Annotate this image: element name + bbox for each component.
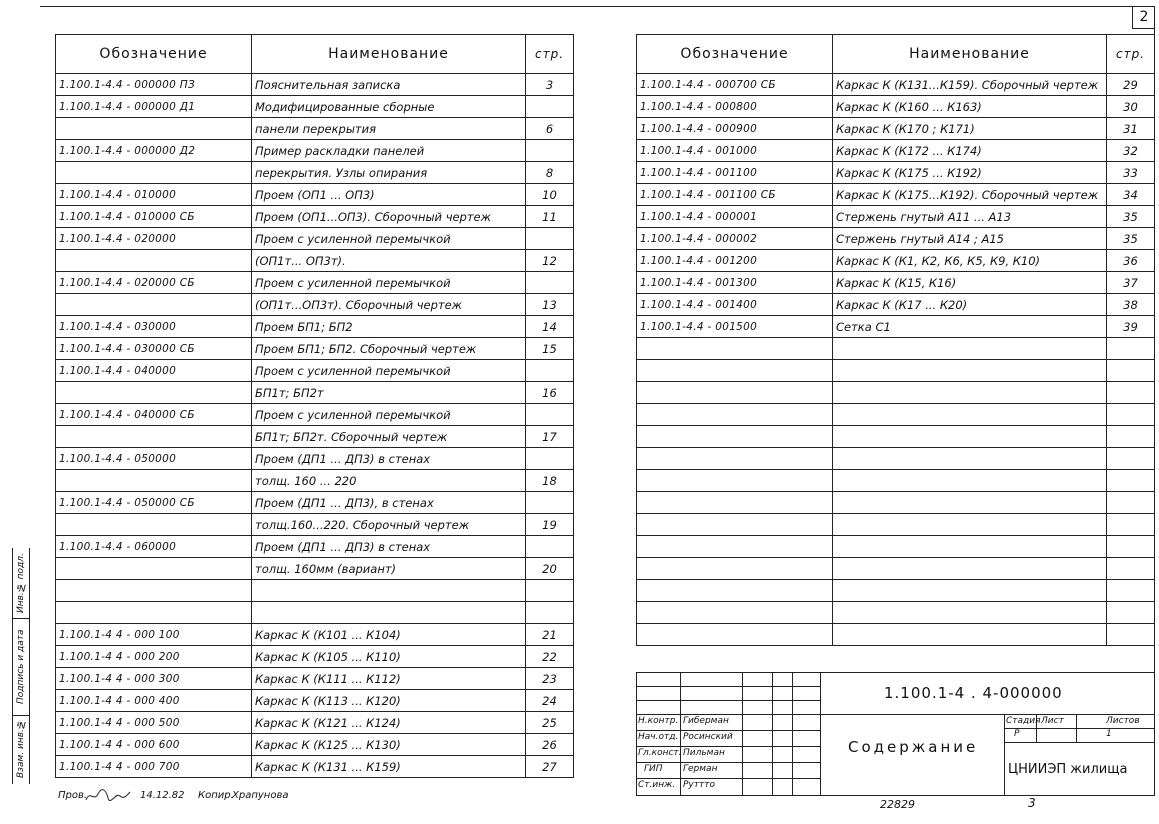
register-row: [56, 272, 574, 294]
row-name: Каркас К (К131 ... К159): [252, 756, 526, 778]
row-page: 23: [526, 668, 574, 690]
row-name: [833, 536, 1107, 558]
row-name: (ОП1т... ОП3т).: [252, 250, 526, 272]
register-row: [56, 734, 574, 756]
row-name: Модифицированные сборные: [252, 96, 526, 118]
row-name: Каркас К (К170 ; К171): [833, 118, 1107, 140]
row-designation: [56, 382, 252, 404]
row-page: 31: [1107, 118, 1155, 140]
role-2: Нач.отд.: [638, 732, 679, 742]
register-row: [637, 294, 1155, 316]
row-page: 36: [1107, 250, 1155, 272]
row-name: [833, 382, 1107, 404]
row-name: БП1т; БП2т: [252, 382, 526, 404]
row-page: 34: [1107, 184, 1155, 206]
register-row: [637, 514, 1155, 536]
row-page: [1107, 492, 1155, 514]
register-row: [637, 602, 1155, 624]
register-row: [56, 756, 574, 778]
footer-number: 22829: [880, 798, 915, 811]
row-designation: 1.100.1-4.4 - 000000 Д2: [56, 140, 252, 162]
row-designation: 1.100.1-4.4 - 001300: [637, 272, 833, 294]
row-page: 6: [526, 118, 574, 140]
register-row: [56, 668, 574, 690]
row-designation: 1.100.1-4 4 - 000 400: [56, 690, 252, 712]
row-page: 30: [1107, 96, 1155, 118]
row-page: 19: [526, 514, 574, 536]
register-row: [56, 316, 574, 338]
row-name: Проем с усиленной перемычкой: [252, 360, 526, 382]
row-page: 39: [1107, 316, 1155, 338]
sheet-number-box: 2: [1132, 6, 1155, 29]
row-designation: [56, 294, 252, 316]
row-name: [833, 558, 1107, 580]
row-designation: 1.100.1-4.4 - 020000 СБ: [56, 272, 252, 294]
row-designation: [56, 580, 252, 602]
row-designation: [637, 558, 833, 580]
row-name: [833, 580, 1107, 602]
header-name: Наименование: [833, 35, 1107, 74]
register-row: [637, 184, 1155, 206]
register-row: [56, 514, 574, 536]
row-page: 22: [526, 646, 574, 668]
side-stamp-inv: Инв.№ подл.: [16, 553, 26, 613]
row-page: [1107, 338, 1155, 360]
row-page: 3: [526, 74, 574, 96]
row-designation: [637, 602, 833, 624]
header-designation: Обозначение: [56, 35, 252, 74]
register-row: [637, 140, 1155, 162]
footer-format: 3: [1028, 796, 1036, 810]
row-name: толщ. 160 ... 220: [252, 470, 526, 492]
title-designation: 1.100.1-4 . 4-000000: [884, 684, 1063, 702]
register-row: [56, 536, 574, 558]
row-name: (ОП1т...ОП3т). Сборочный чертеж: [252, 294, 526, 316]
row-name: [252, 580, 526, 602]
register-row: [56, 360, 574, 382]
row-name: [833, 404, 1107, 426]
row-name: перекрытия. Узлы опирания: [252, 162, 526, 184]
row-page: [526, 360, 574, 382]
row-page: [526, 580, 574, 602]
row-page: [1107, 404, 1155, 426]
register-row: [56, 580, 574, 602]
row-name: Проем БП1; БП2. Сборочный чертеж: [252, 338, 526, 360]
row-designation: [637, 470, 833, 492]
side-stamp-replace: Взам. инв.№: [16, 719, 26, 779]
row-name: [833, 448, 1107, 470]
frame-top-border: [40, 6, 1154, 7]
row-designation: [56, 602, 252, 624]
register-row: [56, 184, 574, 206]
row-designation: 1.100.1-4.4 - 000700 СБ: [637, 74, 833, 96]
register-row: [637, 536, 1155, 558]
row-designation: 1.100.1-4 4 - 000 300: [56, 668, 252, 690]
row-page: [526, 140, 574, 162]
row-name: Проем с усиленной перемычкой: [252, 228, 526, 250]
row-name: [833, 470, 1107, 492]
row-designation: [637, 360, 833, 382]
role-4: ГИП: [644, 764, 663, 774]
row-name: [833, 624, 1107, 646]
row-page: [1107, 580, 1155, 602]
row-designation: [637, 492, 833, 514]
row-designation: [637, 404, 833, 426]
row-designation: [56, 118, 252, 140]
footer-copier: Храпунова: [232, 790, 289, 801]
register-row: [637, 382, 1155, 404]
register-row: [56, 646, 574, 668]
row-designation: 1.100.1-4.4 - 000000 ПЗ: [56, 74, 252, 96]
register-row: [637, 558, 1155, 580]
register-row: [56, 558, 574, 580]
row-page: 37: [1107, 272, 1155, 294]
row-designation: [56, 470, 252, 492]
row-name: [833, 426, 1107, 448]
row-designation: 1.100.1-4.4 - 020000: [56, 228, 252, 250]
row-name: Сетка С1: [833, 316, 1107, 338]
row-page: [526, 448, 574, 470]
row-page: 38: [1107, 294, 1155, 316]
row-name: толщ.160...220. Сборочный чертеж: [252, 514, 526, 536]
register-row: [56, 250, 574, 272]
row-page: [1107, 536, 1155, 558]
register-row: [637, 162, 1155, 184]
row-page: [1107, 624, 1155, 646]
row-page: 35: [1107, 228, 1155, 250]
row-page: 17: [526, 426, 574, 448]
row-page: [1107, 448, 1155, 470]
row-designation: 1.100.1-4.4 - 001500: [637, 316, 833, 338]
register-row: [56, 470, 574, 492]
row-page: [526, 602, 574, 624]
row-page: 25: [526, 712, 574, 734]
role-5: Ст.инж.: [638, 780, 676, 790]
row-name: Проем с усиленной перемычкой: [252, 272, 526, 294]
row-page: [526, 536, 574, 558]
register-row: [637, 470, 1155, 492]
row-designation: 1.100.1-4.4 - 001000: [637, 140, 833, 162]
row-designation: 1.100.1-4.4 - 060000: [56, 536, 252, 558]
row-name: Каркас К (К101 ... К104): [252, 624, 526, 646]
row-designation: 1.100.1-4.4 - 010000: [56, 184, 252, 206]
signature-scribble: [84, 788, 132, 804]
row-name: [833, 360, 1107, 382]
register-row: [56, 206, 574, 228]
row-designation: 1.100.1-4.4 - 000002: [637, 228, 833, 250]
register-row: [56, 74, 574, 96]
header-designation: Обозначение: [637, 35, 833, 74]
register-row: [56, 162, 574, 184]
row-designation: [637, 338, 833, 360]
row-name: Каркас К (К1, К2, К6, К5, К9, К10): [833, 250, 1107, 272]
row-page: 10: [526, 184, 574, 206]
row-designation: 1.100.1-4.4 - 001100: [637, 162, 833, 184]
row-designation: 1.100.1-4.4 - 050000 СБ: [56, 492, 252, 514]
register-row: [637, 492, 1155, 514]
row-designation: 1.100.1-4.4 - 001200: [637, 250, 833, 272]
register-row: [637, 118, 1155, 140]
register-row: [637, 96, 1155, 118]
row-page: 26: [526, 734, 574, 756]
register-row: [56, 690, 574, 712]
row-page: 18: [526, 470, 574, 492]
row-page: [526, 272, 574, 294]
register-row: [637, 624, 1155, 646]
row-page: 24: [526, 690, 574, 712]
register-row: [637, 338, 1155, 360]
row-page: [526, 96, 574, 118]
row-name: [833, 514, 1107, 536]
row-designation: 1.100.1-4.4 - 000000 Д1: [56, 96, 252, 118]
stage-value: Р: [1014, 729, 1020, 739]
row-name: [833, 602, 1107, 624]
row-name: Проем БП1; БП2: [252, 316, 526, 338]
row-page: 13: [526, 294, 574, 316]
sheet-value: 1: [1106, 729, 1112, 739]
row-page: [526, 404, 574, 426]
row-designation: [637, 382, 833, 404]
register-row: [637, 580, 1155, 602]
register-row: [56, 602, 574, 624]
header-page: стр.: [526, 35, 574, 74]
row-designation: [637, 536, 833, 558]
title-sheet-name: Содержание: [848, 738, 979, 756]
role-3-name: Пильман: [683, 748, 725, 758]
row-designation: [637, 514, 833, 536]
row-page: 33: [1107, 162, 1155, 184]
row-name: Стержень гнутый А11 ... А13: [833, 206, 1107, 228]
row-designation: 1.100.1-4.4 - 001400: [637, 294, 833, 316]
register-row: [56, 492, 574, 514]
row-designation: 1.100.1-4.4 - 040000 СБ: [56, 404, 252, 426]
left-header-row: [56, 35, 574, 74]
row-designation: 1.100.1-4 4 - 000 100: [56, 624, 252, 646]
row-page: 15: [526, 338, 574, 360]
row-page: [1107, 602, 1155, 624]
row-designation: 1.100.1-4 4 - 000 200: [56, 646, 252, 668]
row-page: [526, 228, 574, 250]
stage-label: Стадия: [1006, 716, 1041, 726]
row-name: Проем (ОП1...ОП3). Сборочный чертеж: [252, 206, 526, 228]
row-name: БП1т; БП2т. Сборочный чертеж: [252, 426, 526, 448]
footer-checked-label: Пров.: [58, 790, 88, 801]
row-name: Пояснительная записка: [252, 74, 526, 96]
role-1: Н.контр.: [638, 716, 679, 726]
row-page: 35: [1107, 206, 1155, 228]
register-row: [637, 404, 1155, 426]
row-page: [1107, 558, 1155, 580]
register-row: [56, 118, 574, 140]
row-name: толщ. 160мм (вариант): [252, 558, 526, 580]
footer-copied-label: Копир.: [198, 790, 234, 801]
row-name: Каркас К (К121 ... К124): [252, 712, 526, 734]
row-page: 32: [1107, 140, 1155, 162]
row-name: Каркас К (К175...К192). Сборочный чертеж: [833, 184, 1107, 206]
role-4-name: Герман: [683, 764, 718, 774]
row-designation: [637, 624, 833, 646]
row-name: Каркас К (К113 ... К120): [252, 690, 526, 712]
row-designation: [56, 514, 252, 536]
role-3: Гл.конст.: [638, 748, 682, 758]
row-designation: 1.100.1-4.4 - 000800: [637, 96, 833, 118]
row-page: 11: [526, 206, 574, 228]
register-row: [637, 228, 1155, 250]
register-row: [637, 316, 1155, 338]
register-row: [56, 140, 574, 162]
right-register-table: [636, 34, 1155, 646]
row-designation: 1.100.1-4.4 - 030000 СБ: [56, 338, 252, 360]
row-page: [1107, 382, 1155, 404]
row-designation: 1.100.1-4.4 - 010000 СБ: [56, 206, 252, 228]
row-name: Каркас К (К17 ... К20): [833, 294, 1107, 316]
row-designation: [56, 162, 252, 184]
row-name: Проем (ДП1 ... ДП3), в стенах: [252, 492, 526, 514]
row-name: Каркас К (К160 ... К163): [833, 96, 1107, 118]
row-page: 16: [526, 382, 574, 404]
row-name: панели перекрытия: [252, 118, 526, 140]
side-stamp: [12, 548, 30, 784]
row-designation: 1.100.1-4.4 - 050000: [56, 448, 252, 470]
row-name: Пример раскладки панелей: [252, 140, 526, 162]
register-row: [56, 96, 574, 118]
register-row: [637, 206, 1155, 228]
title-block: [636, 672, 1154, 796]
register-row: [56, 294, 574, 316]
row-name: Проем с усиленной перемычкой: [252, 404, 526, 426]
row-page: [526, 492, 574, 514]
register-row: [637, 250, 1155, 272]
row-designation: 1.100.1-4.4 - 001100 СБ: [637, 184, 833, 206]
register-row: [637, 426, 1155, 448]
row-designation: 1.100.1-4 4 - 000 600: [56, 734, 252, 756]
row-name: Каркас К (К105 ... К110): [252, 646, 526, 668]
register-row: [637, 272, 1155, 294]
register-row: [56, 448, 574, 470]
register-row: [56, 382, 574, 404]
register-row: [637, 74, 1155, 96]
row-designation: [56, 426, 252, 448]
row-designation: [56, 558, 252, 580]
row-name: Каркас К (К111 ... К112): [252, 668, 526, 690]
role-2-name: Росинский: [683, 732, 733, 742]
row-page: [1107, 470, 1155, 492]
header-name: Наименование: [252, 35, 526, 74]
footer-date: 14.12.82: [140, 790, 185, 801]
register-row: [56, 404, 574, 426]
row-designation: [56, 250, 252, 272]
row-name: [833, 338, 1107, 360]
register-row: [56, 338, 574, 360]
sheets-label: Листов: [1106, 716, 1140, 726]
row-page: 20: [526, 558, 574, 580]
row-designation: 1.100.1-4.4 - 000900: [637, 118, 833, 140]
sheet-label: Лист: [1041, 716, 1064, 726]
row-name: Каркас К (К172 ... К174): [833, 140, 1107, 162]
register-row: [637, 360, 1155, 382]
row-designation: 1.100.1-4 4 - 000 700: [56, 756, 252, 778]
row-name: Каркас К (К131...К159). Сборочный чертеж: [833, 74, 1107, 96]
row-name: Каркас К (К125 ... К130): [252, 734, 526, 756]
row-page: 29: [1107, 74, 1155, 96]
row-designation: [637, 426, 833, 448]
register-row: [637, 448, 1155, 470]
side-stamp-signature: Подпись и дата: [13, 618, 29, 716]
row-designation: [637, 448, 833, 470]
row-page: 14: [526, 316, 574, 338]
left-register-table: [55, 34, 574, 778]
row-designation: 1.100.1-4.4 - 000001: [637, 206, 833, 228]
row-name: Проем (ДП1 ... ДП3) в стенах: [252, 536, 526, 558]
row-name: Стержень гнутый А14 ; А15: [833, 228, 1107, 250]
row-name: Проем (ОП1 ... ОП3): [252, 184, 526, 206]
right-header-row: [637, 35, 1155, 74]
row-page: 27: [526, 756, 574, 778]
row-page: 21: [526, 624, 574, 646]
row-name: [252, 602, 526, 624]
header-page: стр.: [1107, 35, 1155, 74]
row-page: [1107, 360, 1155, 382]
row-page: 8: [526, 162, 574, 184]
row-name: Каркас К (К15, К16): [833, 272, 1107, 294]
row-page: 12: [526, 250, 574, 272]
register-row: [56, 426, 574, 448]
register-row: [56, 712, 574, 734]
row-name: [833, 492, 1107, 514]
row-designation: 1.100.1-4.4 - 030000: [56, 316, 252, 338]
row-name: Каркас К (К175 ... К192): [833, 162, 1107, 184]
row-page: [1107, 426, 1155, 448]
register-row: [56, 624, 574, 646]
row-name: Проем (ДП1 ... ДП3) в стенах: [252, 448, 526, 470]
row-designation: 1.100.1-4.4 - 040000: [56, 360, 252, 382]
register-row: [56, 228, 574, 250]
organization: ЦНИИЭП жилища: [1008, 762, 1128, 777]
role-5-name: Руттто: [683, 780, 715, 790]
row-page: [1107, 514, 1155, 536]
row-designation: 1.100.1-4 4 - 000 500: [56, 712, 252, 734]
role-1-name: Гиберман: [683, 716, 729, 726]
row-designation: [637, 580, 833, 602]
